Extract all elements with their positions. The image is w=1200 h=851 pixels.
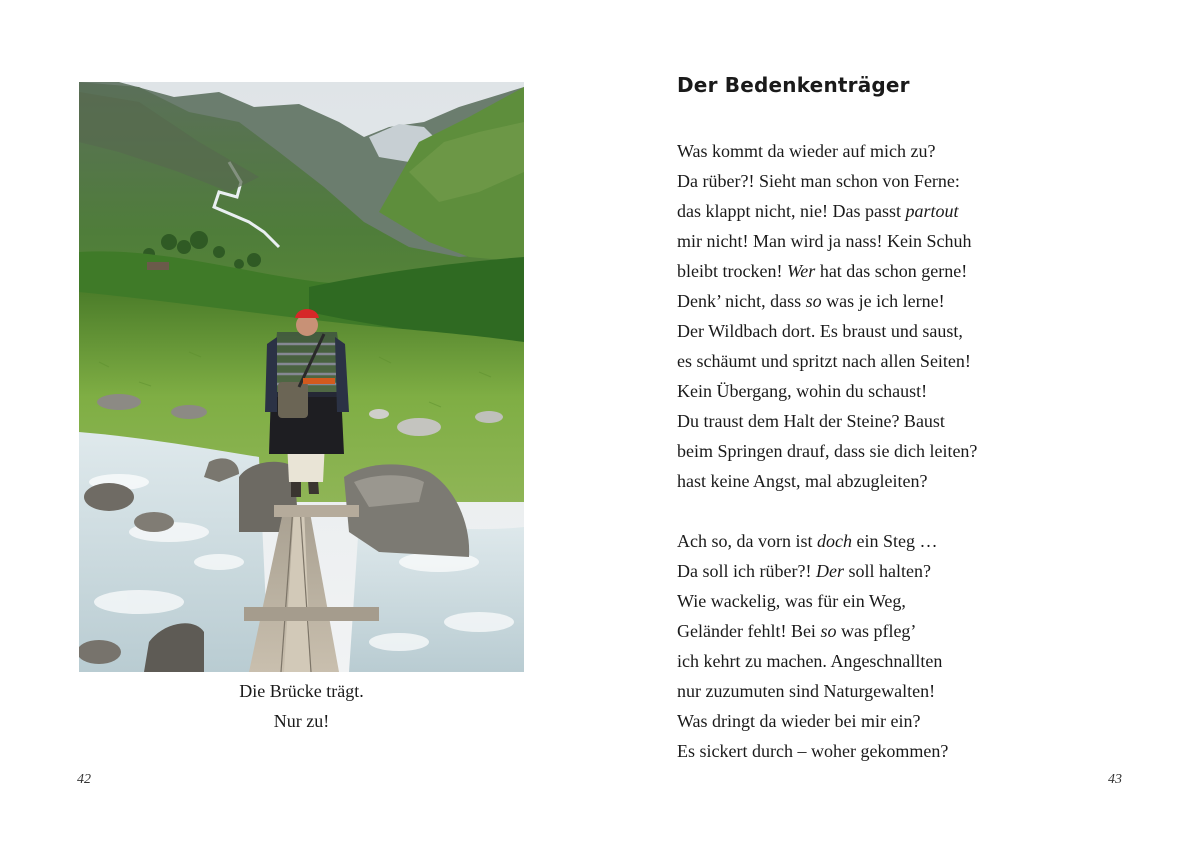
poem-line: Da soll ich rüber?! Der soll halten? — [677, 561, 931, 581]
emphasis: so — [805, 291, 822, 311]
poem-line: mir nicht! Man wird ja nass! Kein Schuh — [677, 231, 972, 251]
poem-line: hast keine Angst, mal abzugleiten? — [677, 471, 928, 491]
poem-line: beim Springen drauf, dass sie dich leiten? — [677, 441, 978, 461]
poem-line: Es sickert durch – woher gekommen? — [677, 741, 949, 761]
poem-line: Was kommt da wieder auf mich zu? — [677, 141, 936, 161]
emphasis: Der — [815, 561, 844, 581]
page-number-right: 43 — [1108, 772, 1122, 787]
poem-line: Geländer fehlt! Bei so was pfleg’ — [677, 621, 917, 641]
poem-stanza-1 — [677, 136, 1117, 496]
poem-line: es schäumt und spritzt nach allen Seiten! — [677, 351, 971, 371]
right-page — [600, 0, 1200, 851]
poem-line: Denk’ nicht, dass so was je ich lerne! — [677, 291, 945, 311]
poem-stanza-2 — [677, 526, 1117, 766]
photo-mountain-footbridge — [79, 82, 524, 672]
poem-line: bleibt trocken! Wer hat das schon gerne! — [677, 261, 968, 281]
poem-line: nur zuzumuten sind Naturgewalten! — [677, 681, 936, 701]
poem-title: Der Bedenkenträger — [677, 73, 910, 97]
poem-line: das klappt nicht, nie! Das passt partout — [677, 201, 959, 221]
poem-line: Ach so, da vorn ist doch ein Steg … — [677, 531, 938, 551]
poem-line: Wie wackelig, was für ein Weg, — [677, 591, 906, 611]
emphasis: partout — [905, 201, 959, 221]
poem-line: Du traust dem Halt der Steine? Baust — [677, 411, 945, 431]
poem-line: Da rüber?! Sieht man schon von Ferne: — [677, 171, 960, 191]
poem-line: Der Wildbach dort. Es braust und saust, — [677, 321, 963, 341]
emphasis: Wer — [786, 261, 816, 281]
poem-line: ich kehrt zu machen. Angeschnallten — [677, 651, 943, 671]
poem-line: Kein Übergang, wohin du schaust! — [677, 381, 928, 401]
photo-caption-line-1: Die Brücke trägt. — [239, 681, 364, 701]
emphasis: so — [820, 621, 837, 641]
photo-caption-line-2: Nur zu! — [273, 711, 330, 731]
page-number-left: 42 — [77, 772, 91, 787]
emphasis: doch — [816, 531, 852, 551]
poem-line: Was dringt da wieder bei mir ein? — [677, 711, 921, 731]
